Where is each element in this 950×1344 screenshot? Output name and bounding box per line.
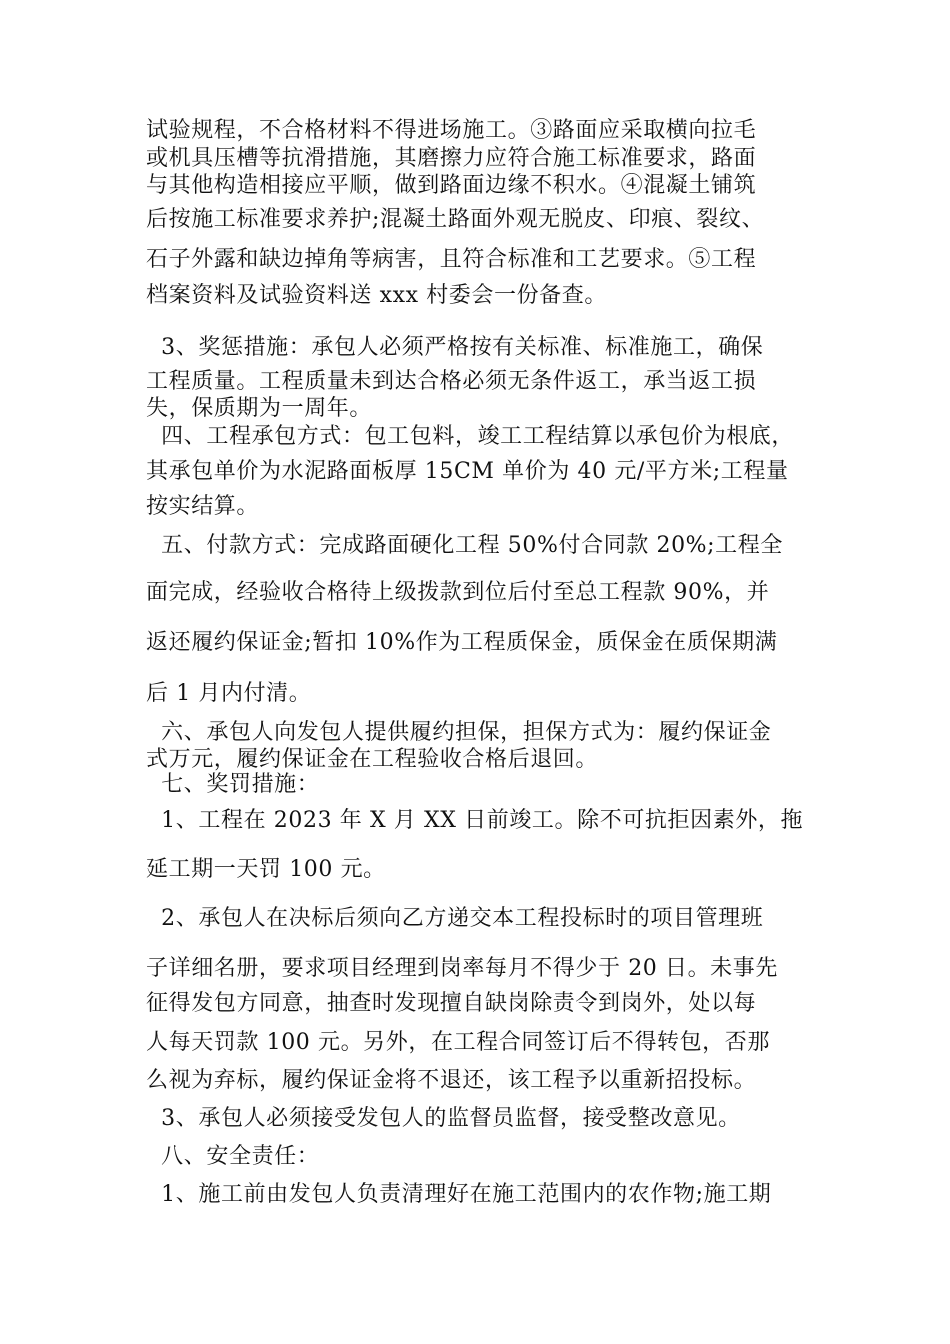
paragraph-start: 2、承包人在决标后须向乙方递交本工程投标时的项目管理班	[146, 906, 764, 931]
section-heading-4: 四、工程承包方式：包工包料，竣工工程结算以承包价为根底，	[146, 424, 794, 449]
text-line: 么视为弃标，履约保证金将不退还，该工程予以重新招投标。	[146, 1068, 757, 1093]
text-line: 后 1 月内付清。	[146, 681, 312, 706]
text-line: 返还履约保证金;暂扣 10%作为工程质保金，质保金在质保期满	[146, 630, 778, 655]
text-line: 其承包单价为水泥路面板厚 15CM 单价为 40 元/平方米;工程量	[146, 459, 789, 484]
paragraph-start: 1、施工前由发包人负责清理好在施工范围内的农作物;施工期	[146, 1182, 772, 1207]
text-line: 人每天罚款 100 元。另外，在工程合同签订后不得转包，否那	[146, 1030, 770, 1055]
section-heading-7: 七、奖罚措施：	[146, 772, 320, 797]
text-line: 档案资料及试验资料送 xxx 村委会一份备查。	[146, 283, 608, 308]
text-line: 征得发包方同意，抽查时发现擅自缺岗除责令到岗外，处以每	[146, 991, 757, 1016]
text-line: 子详细名册，要求项目经理到岗率每月不得少于 20 日。未事先	[146, 956, 778, 981]
paragraph-start: 1、工程在 2023 年 X 月 XX 日前竣工。除不可抗拒因素外，拖	[146, 808, 804, 833]
paragraph-start: 3、承包人必须接受发包人的监督员监督，接受整改意见。	[146, 1106, 741, 1131]
text-line: 工程质量。工程质量未到达合格必须无条件返工，承当返工损	[146, 369, 757, 394]
text-line: 与其他构造相接应平顺，做到路面边缘不积水。④混凝土铺筑	[146, 173, 757, 198]
text-line: 试验规程，不合格材料不得进场施工。③路面应采取横向拉毛	[146, 118, 757, 143]
text-line: 式万元，履约保证金在工程验收合格后退回。	[146, 747, 599, 772]
paragraph-start: 3、奖惩措施：承包人必须严格按有关标准、标准施工，确保	[146, 335, 764, 360]
text-line: 失，保质期为一周年。	[146, 396, 373, 421]
text-line: 按实结算。	[146, 494, 260, 519]
section-heading-8: 八、安全责任：	[146, 1144, 320, 1169]
text-line: 或机具压槽等抗滑措施，其磨擦力应符合施工标准要求，路面	[146, 146, 757, 171]
text-line: 面完成，经验收合格待上级拨款到位后付至总工程款 90%，并	[146, 580, 770, 605]
text-line: 后按施工标准要求养护;混凝土路面外观无脱皮、印痕、裂纹、	[146, 207, 765, 232]
section-heading-6: 六、承包人向发包人提供履约担保，担保方式为：履约保证金	[146, 720, 772, 745]
text-line: 延工期一天罚 100 元。	[146, 857, 386, 882]
text-line: 石子外露和缺边掉角等病害，且符合标准和工艺要求。⑤工程	[146, 247, 757, 272]
section-heading-5: 五、付款方式：完成路面硬化工程 50%付合同款 20%;工程全	[146, 533, 783, 558]
